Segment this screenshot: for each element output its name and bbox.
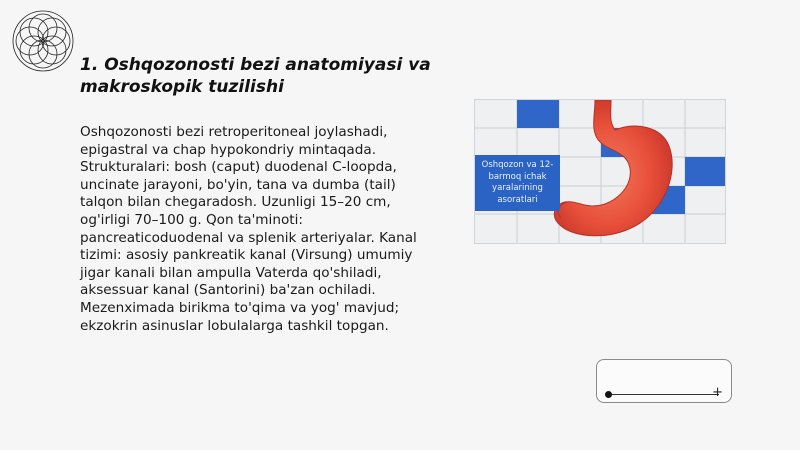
geometric-logo-icon [8, 6, 78, 76]
slide-title: 1. Oshqozonosti bezi anatomiyasi va makroskopik tuzilishi [80, 55, 431, 97]
audio-player[interactable] [596, 359, 732, 403]
plus-icon[interactable]: + [712, 385, 723, 400]
playhead-dot-icon[interactable] [605, 391, 612, 398]
audio-progress-track[interactable] [609, 394, 719, 395]
figure-caption: Oshqozon va 12-barmoq ichak yaralarining asoratlari [475, 155, 560, 211]
blue-tile [685, 157, 725, 186]
slide-body-text: Oshqozonosti bezi retroperitoneal joylashadi, epigastral va chap hypokondriy mintaqada. Strukturalari: bosh (caput) duodenal C-loopda, uncinate jarayoni, bo'yin, tana va dumba (tail) talqon bilan chegaradosh. Uzunligi 15–20 cm, og'irligi 70–100 g. Qon ta'minoti: pancreaticoduodenal va splenik arteriyalar. Kanal tizimi: asosiy pankreatik kanal (Virsung) umumiy jigar kanali bilan ampulla Vaterda qo'shiladi, aksessuar kanal (Santorini) ba'zan ochiladi. Mezenximada birikma to'qima va yog' mavjud; ekzokrin asinuslar lobulalarga tashkil topgan. [80, 124, 417, 334]
blue-tile [517, 100, 559, 128]
